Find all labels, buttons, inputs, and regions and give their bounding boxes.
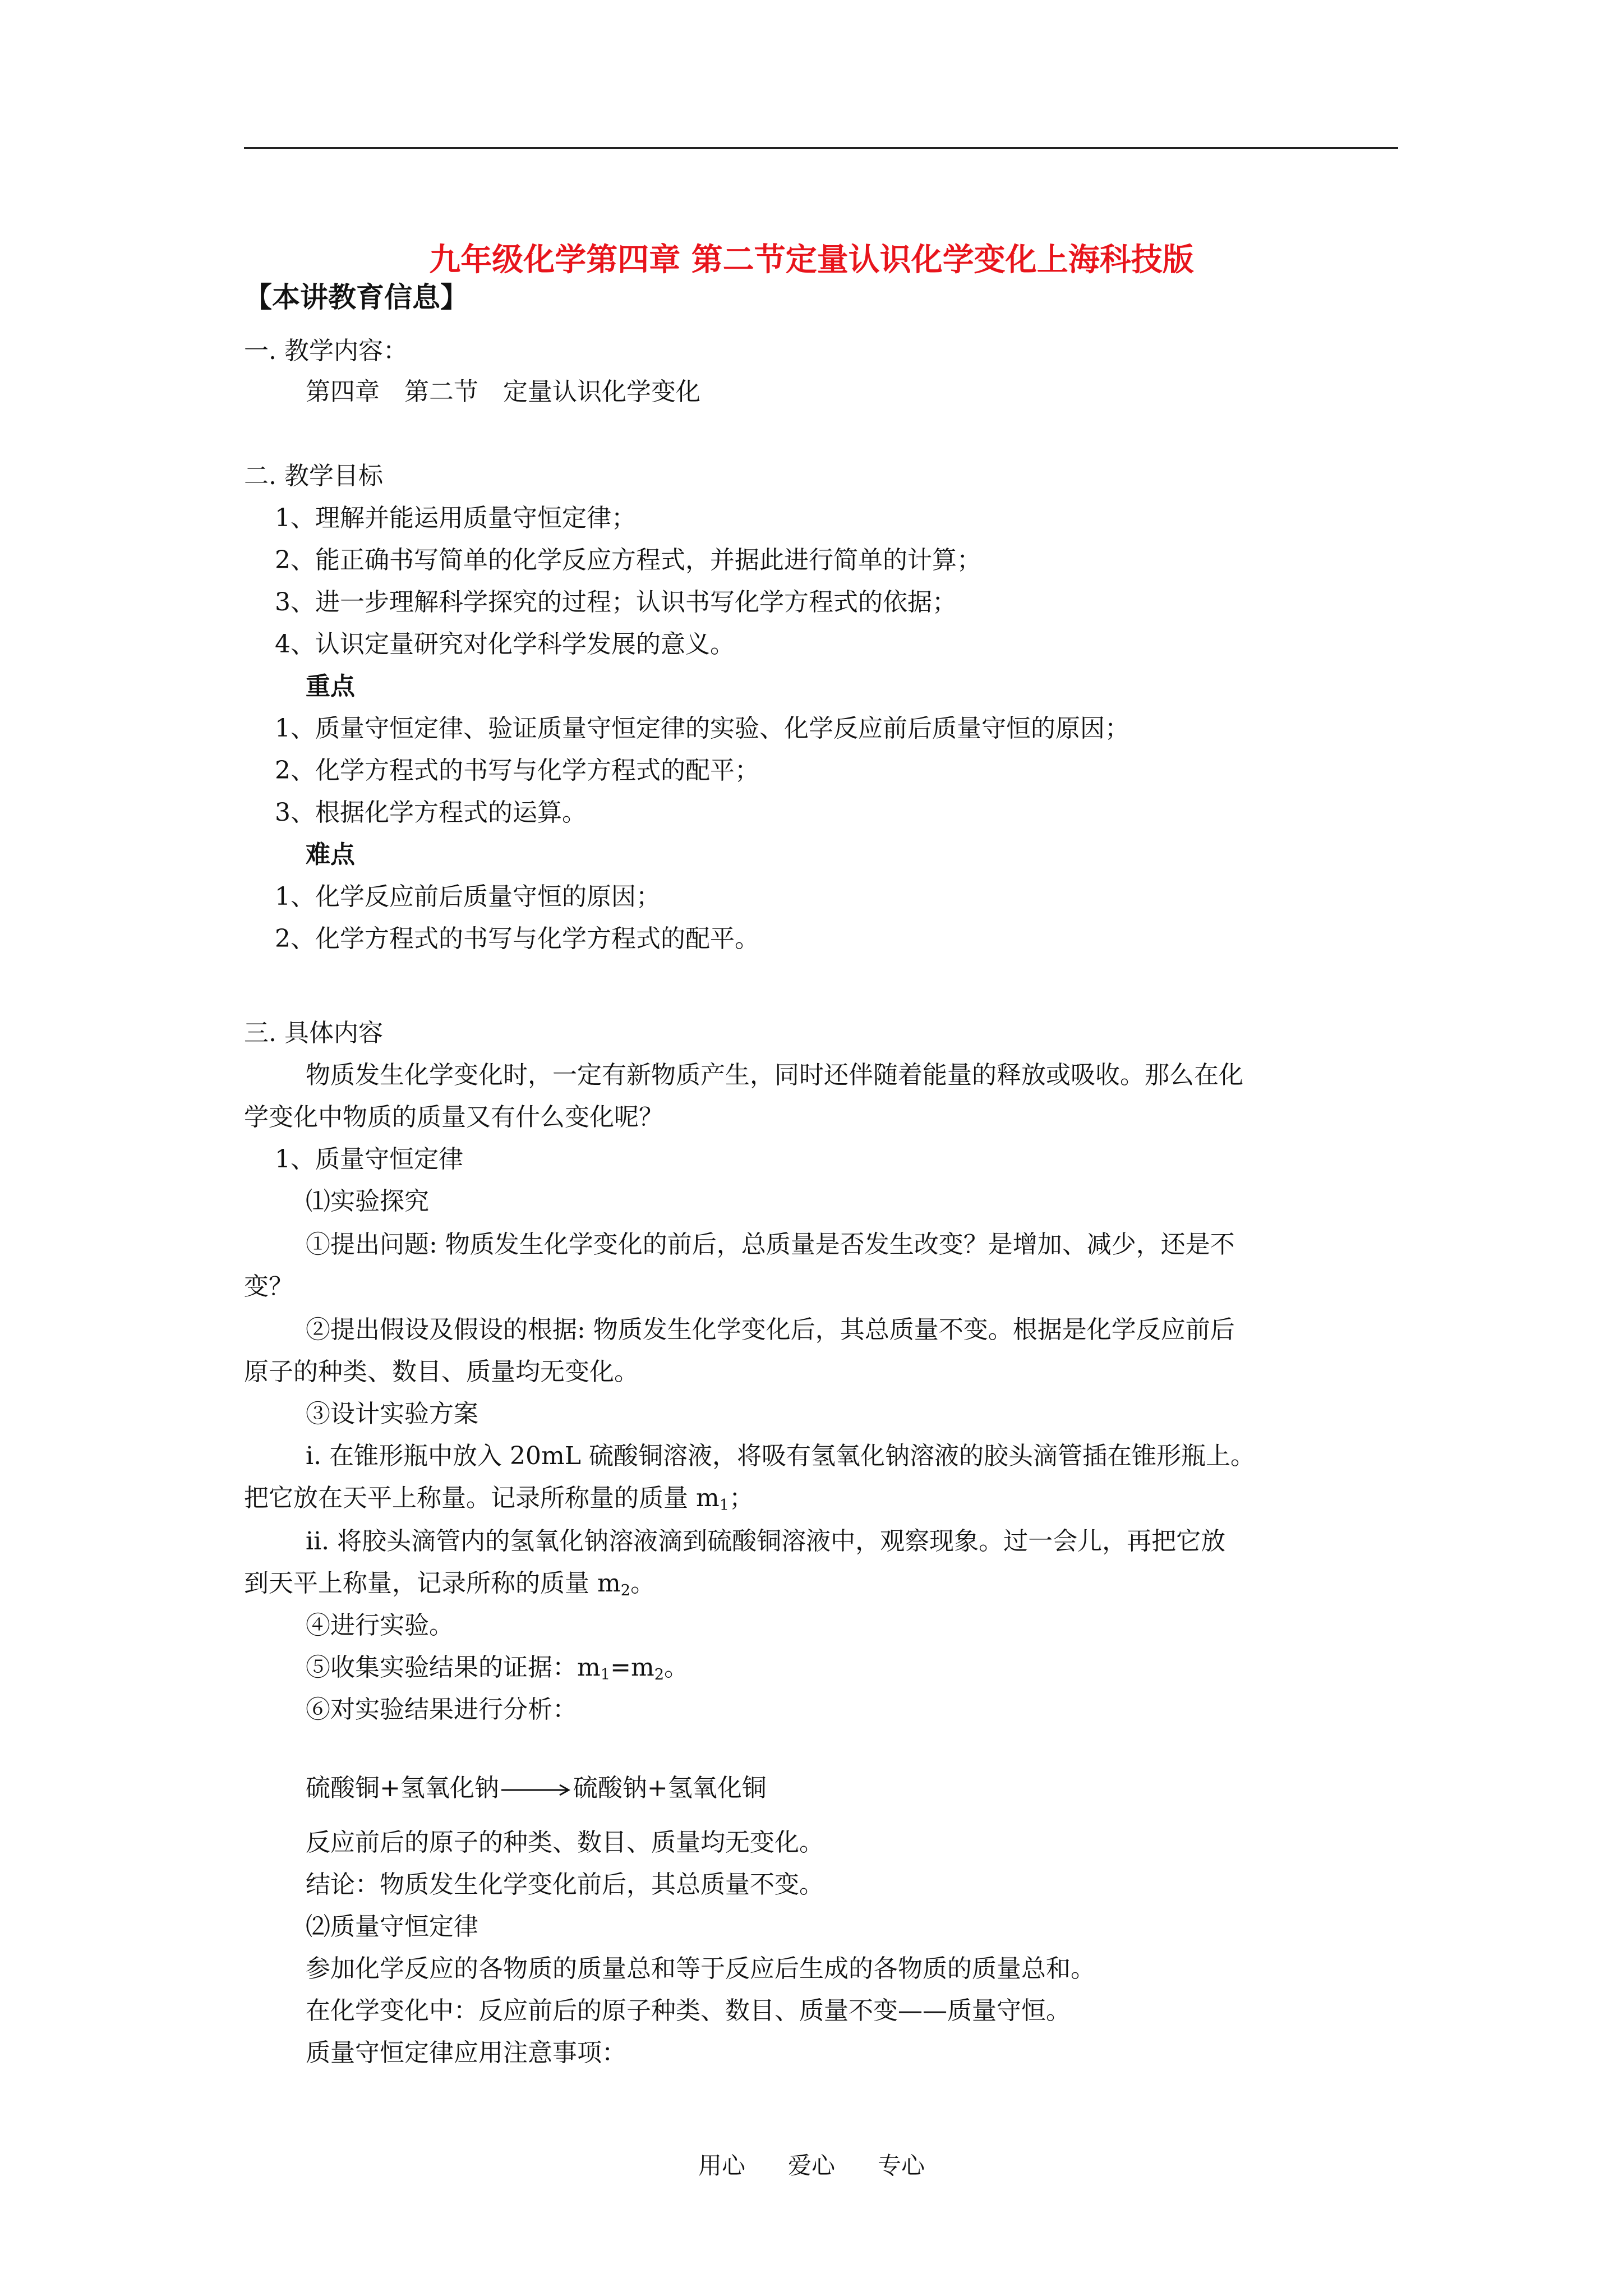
law-application-heading: 质量守恒定律应用注意事项：	[306, 2039, 626, 2067]
step1-line: ①提出问题: 物质发生化学变化的前后，总质量是否发生改变？是增加、减少，还是不	[306, 1230, 1235, 1259]
footer-item: 专心	[878, 2152, 925, 2179]
goal-item: 3、进一步理解科学探究的过程；认识书写化学方程式的依据；	[275, 588, 957, 616]
footer-item: 爱心	[787, 2152, 835, 2179]
intro-paragraph-line: 学变化中物质的质量又有什么变化呢？	[244, 1103, 663, 1131]
subscript: 2	[620, 1581, 631, 1599]
difficult-point-item: 1、化学反应前后质量守恒的原因；	[275, 882, 661, 911]
step5-equals: =m	[610, 1653, 654, 1682]
plan-i-line	[244, 1481, 754, 1515]
plan-i-text: 把它放在天平上称量。记录所称量的质量 m	[244, 1484, 720, 1512]
part1-heading: 一. 教学内容：	[244, 337, 408, 365]
step6: ⑥对实验结果进行分析：	[306, 1695, 577, 1724]
subscript: 1	[719, 1496, 730, 1514]
page-footer	[0, 2147, 1623, 2181]
law-definition: 参加化学反应的各物质的质量总和等于反应后生成的各物质的质量总和。	[306, 1954, 1095, 1983]
step1-line: 变？	[244, 1272, 293, 1301]
intro-paragraph-line: 物质发生化学变化时，一定有新物质产生，同时还伴随着能量的释放或吸收。那么在化	[306, 1061, 1243, 1089]
subscript: 1	[600, 1665, 611, 1683]
reaction-arrow-icon	[501, 1783, 571, 1797]
key-point-item: 2、化学方程式的书写与化学方程式的配平；	[275, 756, 759, 785]
section-header: 【本讲教育信息】	[244, 280, 468, 314]
step2-line: 原子的种类、数目、质量均无变化。	[244, 1358, 639, 1386]
goal-item: 2、能正确书写简单的化学反应方程式，并据此进行简单的计算；	[275, 546, 981, 574]
plan-ii-line: ii. 将胶头滴管内的氢氧化钠溶液滴到硫酸铜溶液中，观察现象。过一会儿，再把它放	[306, 1527, 1226, 1556]
difficult-points-label: 难点	[306, 840, 355, 869]
key-point-item: 1、质量守恒定律、验证质量守恒定律的实验、化学反应前后质量守恒的原因；	[275, 714, 1129, 743]
step5-text: ⑤收集实验结果的证据：m	[306, 1653, 601, 1682]
part1-content: 第四章 第二节 定量认识化学变化	[306, 378, 700, 406]
experiment-title: ⑴实验探究	[306, 1187, 429, 1216]
footer-item: 用心	[698, 2152, 745, 2179]
step5	[306, 1651, 689, 1685]
subsection-heading: 1、质量守恒定律	[275, 1145, 463, 1174]
key-point-item: 3、根据化学方程式的运算。	[275, 798, 587, 827]
law-title: ⑵质量守恒定律	[306, 1912, 478, 1941]
punctuation: 。	[664, 1653, 689, 1682]
goal-item: 4、认识定量研究对化学科学发展的意义。	[275, 630, 735, 659]
goal-item: 1、理解并能运用质量守恒定律；	[275, 504, 636, 532]
part3-heading: 三. 具体内容	[244, 1019, 383, 1047]
conclusion-line: 结论：物质发生化学变化前后，其总质量不变。	[306, 1870, 824, 1899]
equation-reactants: 硫酸铜+氢氧化钠	[306, 1774, 499, 1802]
word-equation	[306, 1772, 767, 1805]
plan-ii-line	[244, 1567, 655, 1600]
plan-i-line: i. 在锥形瓶中放入 20mL 硫酸铜溶液，将吸有氢氧化钠溶液的胶头滴管插在锥形瓶上。	[306, 1442, 1255, 1470]
header-rule	[244, 147, 1398, 149]
plan-ii-text: 到天平上称量，记录所称的质量 m	[244, 1569, 621, 1598]
punctuation: ；	[729, 1484, 754, 1512]
document-title: 九年级化学第四章 第二节定量认识化学变化上海科技版	[429, 241, 1194, 278]
step3: ③设计实验方案	[306, 1400, 478, 1428]
analysis-line: 反应前后的原子的种类、数目、质量均无变化。	[306, 1828, 824, 1857]
subscript: 2	[654, 1665, 665, 1683]
equation-products: 硫酸钠+氢氧化铜	[573, 1774, 767, 1802]
step4: ④进行实验。	[306, 1611, 454, 1640]
law-note: 在化学变化中：反应前后的原子种类、数目、质量不变——质量守恒。	[306, 1996, 1071, 2025]
part2-heading: 二. 教学目标	[244, 462, 383, 490]
key-points-label: 重点	[306, 672, 355, 701]
punctuation: 。	[630, 1569, 656, 1598]
difficult-point-item: 2、化学方程式的书写与化学方程式的配平。	[275, 924, 759, 953]
step2-line: ②提出假设及假设的根据: 物质发生化学变化后，其总质量不变。根据是化学反应前后	[306, 1315, 1235, 1344]
